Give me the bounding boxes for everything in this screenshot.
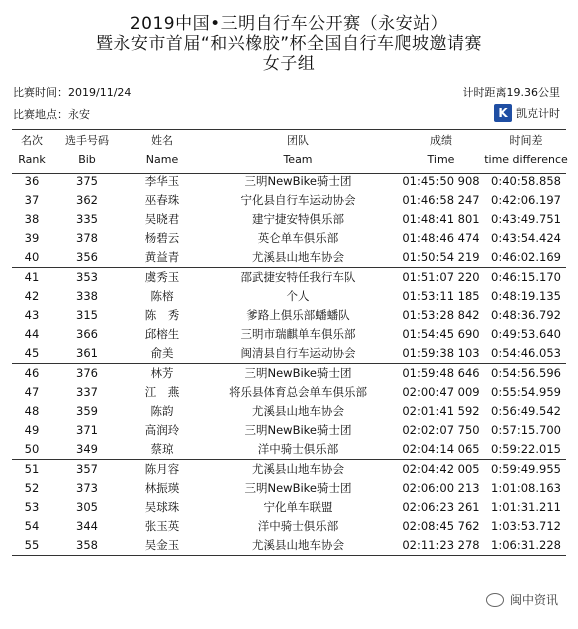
cell-name: 陈韵: [150, 404, 174, 418]
table-row: [12, 402, 566, 421]
cell-rank: 55: [24, 538, 40, 552]
cell-bib: 366: [76, 327, 98, 341]
table-row: [12, 229, 566, 248]
cell-diff: 1:01:31.211: [491, 500, 561, 514]
cell-rank: 37: [24, 193, 40, 207]
table-row: [12, 287, 566, 306]
cell-name: 邱榕生: [144, 327, 180, 341]
cell-team: 宁化单车联盟: [263, 500, 333, 514]
cell-bib: 349: [76, 442, 98, 456]
cell-diff: 0:48:36.792: [491, 308, 561, 322]
cell-time: 01:46:58 247: [402, 193, 480, 207]
table-row: [12, 268, 566, 287]
table-row: [12, 344, 566, 363]
cell-bib: 378: [76, 231, 98, 245]
cell-time: 02:11:23 278: [402, 538, 480, 552]
cell-name: 吴晓君: [144, 212, 180, 226]
result-group: [12, 364, 566, 460]
cell-rank: 41: [24, 270, 40, 284]
cell-team: 洋中骑士俱乐部: [257, 519, 339, 533]
cell-bib: 315: [76, 308, 98, 322]
cell-rank: 47: [24, 385, 40, 399]
header-time-cn: 成绩: [430, 134, 452, 147]
table-row: [12, 460, 566, 479]
cell-bib: 357: [76, 462, 98, 476]
cell-diff: 0:43:54.424: [491, 231, 561, 245]
cell-team: 英仑单车俱乐部: [257, 231, 339, 245]
cell-time: 02:01:41 592: [402, 404, 480, 418]
cell-rank: 51: [24, 462, 40, 476]
cell-diff: 0:55:54.959: [491, 385, 561, 399]
title-line-3: 女子组: [262, 54, 316, 74]
cell-team: 闽清县自行车运动协会: [240, 346, 356, 360]
cell-time: 02:08:45 762: [402, 519, 480, 533]
header-row-cn: [12, 132, 566, 150]
cell-name: 陈 秀: [144, 308, 180, 322]
cell-team: 三明NewBike骑士团: [244, 481, 352, 495]
cell-bib: 335: [76, 212, 98, 226]
cell-rank: 49: [24, 423, 40, 437]
header-name-cn: 姓名: [151, 134, 173, 147]
table-row: [12, 210, 566, 229]
cell-name: 虞秀玉: [144, 270, 180, 284]
cell-team: 建宁捷安特俱乐部: [252, 212, 344, 226]
watermark-text: 闽中资讯: [509, 593, 558, 607]
cell-bib: 371: [76, 423, 98, 437]
cell-team: 尤溪县山地车协会: [252, 538, 344, 552]
cell-time: 02:00:47 009: [402, 385, 480, 399]
result-group: [12, 460, 566, 556]
cell-diff: 0:42:06.197: [491, 193, 561, 207]
table-row: [12, 536, 566, 555]
cell-name: 吴金玉: [144, 538, 180, 552]
cell-diff: 0:57:15.700: [491, 423, 561, 437]
cell-time: 01:54:45 690: [402, 327, 480, 341]
header-name-en: Name: [145, 153, 179, 166]
cell-name: 陈榕: [150, 289, 174, 303]
cell-name: 杨碧云: [144, 231, 180, 245]
table-row: [12, 325, 566, 344]
cell-name: 俞美: [150, 346, 174, 360]
cell-team: 三明NewBike骑士团: [244, 423, 352, 437]
cell-bib: 362: [76, 193, 98, 207]
table-row: [12, 364, 566, 383]
cell-team: 宁化县自行车运动协会: [240, 193, 356, 207]
cell-rank: 40: [24, 250, 40, 264]
cell-time: 01:45:50 908: [402, 174, 480, 188]
cell-name: 林芳: [150, 366, 174, 380]
result-group: [12, 268, 566, 364]
cell-rank: 36: [24, 174, 40, 188]
cell-time: 02:02:07 750: [402, 423, 480, 437]
header-rank-cn: 名次: [21, 134, 43, 147]
cell-bib: 359: [76, 404, 98, 418]
cell-rank: 48: [24, 404, 40, 418]
cell-team: 个人: [286, 289, 310, 303]
cell-time: 01:53:11 185: [402, 289, 480, 303]
cell-rank: 44: [24, 327, 40, 341]
cell-diff: 0:56:49.542: [491, 404, 561, 418]
cell-diff: 0:46:02.169: [491, 250, 561, 264]
title-line-2: 暨永安市首届“和兴橡胶”杯全国自行车爬坡邀请赛: [95, 34, 483, 54]
header-team-cn: 团队: [287, 134, 309, 147]
cell-team: 爹路上俱乐部蟠蟠队: [246, 308, 350, 322]
cell-name: 巫春珠: [144, 193, 180, 207]
cell-time: 01:48:46 474: [402, 231, 480, 245]
cell-rank: 52: [24, 481, 40, 495]
timing-brand-name: 凯克计时: [516, 107, 560, 120]
cell-name: 陈月容: [144, 462, 180, 476]
cell-bib: 375: [76, 174, 98, 188]
header-diff-en: time difference: [484, 153, 568, 166]
table-row: [12, 498, 566, 517]
cell-rank: 38: [24, 212, 40, 226]
cell-time: 02:06:00 213: [402, 481, 480, 495]
cell-time: 01:59:48 646: [402, 366, 480, 380]
cell-time: 02:04:14 065: [402, 442, 480, 456]
table-row: [12, 248, 566, 267]
header-row-en: [12, 151, 566, 169]
cell-bib: 361: [76, 346, 98, 360]
cell-time: 01:50:54 219: [402, 250, 480, 264]
header-team-en: Team: [283, 153, 313, 166]
cell-team: 邵武捷安特任我行车队: [240, 270, 356, 284]
cell-name: 张玉英: [144, 519, 180, 533]
table-row: [12, 479, 566, 498]
cell-diff: 0:43:49.751: [491, 212, 561, 226]
cell-name: 江 燕: [144, 385, 180, 399]
watermark: [486, 591, 558, 608]
title-line-1: 2019中国•三明自行车公开赛（永安站）: [129, 14, 449, 34]
cell-name: 林振瑛: [144, 481, 180, 495]
cell-team: 尤溪县山地车协会: [252, 404, 344, 418]
cell-rank: 42: [24, 289, 40, 303]
cell-rank: 54: [24, 519, 40, 533]
header-time-en: Time: [427, 153, 455, 166]
cell-time: 01:51:07 220: [402, 270, 480, 284]
cell-diff: 1:01:08.163: [491, 481, 561, 495]
timing-brand-logo: [494, 104, 560, 122]
result-group: [12, 172, 566, 268]
table-row: [12, 172, 566, 191]
results-table-body: [12, 172, 566, 556]
cell-team: 三明NewBike骑士团: [244, 174, 352, 188]
header-bib-cn: 选手号码: [65, 134, 109, 147]
cell-bib: 358: [76, 538, 98, 552]
table-row: [12, 191, 566, 210]
cell-team: 三明市瑞麒单车俱乐部: [240, 327, 356, 341]
cell-bib: 338: [76, 289, 98, 303]
cell-diff: 0:48:19.135: [491, 289, 561, 303]
table-row: [12, 383, 566, 402]
cell-diff: 0:59:22.015: [491, 442, 561, 456]
cell-team: 将乐县体育总会单车俱乐部: [229, 385, 367, 399]
cell-time: 02:04:42 005: [402, 462, 480, 476]
header-bib-en: Bib: [78, 153, 96, 166]
table-row: [12, 440, 566, 459]
cell-time: 01:48:41 801: [402, 212, 480, 226]
table-row: [12, 421, 566, 440]
cell-diff: 0:40:58.858: [491, 174, 561, 188]
cell-team: 尤溪县山地车协会: [252, 462, 344, 476]
cell-diff: 0:59:49.955: [491, 462, 561, 476]
wechat-icon: [486, 593, 504, 607]
table-row: [12, 306, 566, 325]
cell-name: 吴球珠: [144, 500, 180, 514]
timing-logo-icon: K: [494, 104, 512, 122]
cell-rank: 43: [24, 308, 40, 322]
cell-bib: 356: [76, 250, 98, 264]
cell-rank: 45: [24, 346, 40, 360]
results-header: [12, 129, 566, 174]
cell-time: 01:53:28 842: [402, 308, 480, 322]
cell-name: 黄益青: [144, 250, 180, 264]
cell-rank: 39: [24, 231, 40, 245]
table-row: [12, 517, 566, 536]
cell-bib: 337: [76, 385, 98, 399]
timing-distance: 计时距离19.36公里: [462, 86, 560, 99]
cell-bib: 373: [76, 481, 98, 495]
cell-name: 李华玉: [144, 174, 180, 188]
header-diff-cn: 时间差: [509, 134, 543, 147]
cell-diff: 0:54:56.596: [491, 366, 561, 380]
race-place: 比赛地点：永安: [13, 108, 90, 121]
cell-bib: 305: [76, 500, 98, 514]
cell-team: 尤溪县山地车协会: [252, 250, 344, 264]
cell-name: 高润玲: [144, 423, 180, 437]
header-rank-en: Rank: [18, 153, 46, 166]
cell-rank: 46: [24, 366, 40, 380]
cell-team: 三明NewBike骑士团: [244, 366, 352, 380]
cell-bib: 344: [76, 519, 98, 533]
cell-name: 蔡琼: [150, 442, 174, 456]
cell-bib: 353: [76, 270, 98, 284]
cell-rank: 50: [24, 442, 40, 456]
cell-diff: 1:06:31.228: [491, 538, 561, 552]
cell-diff: 0:49:53.640: [491, 327, 561, 341]
cell-bib: 376: [76, 366, 98, 380]
cell-diff: 0:54:46.053: [491, 346, 561, 360]
cell-rank: 53: [24, 500, 40, 514]
cell-diff: 0:46:15.170: [491, 270, 561, 284]
cell-diff: 1:03:53.712: [491, 519, 561, 533]
cell-time: 01:59:38 103: [402, 346, 480, 360]
cell-time: 02:06:23 261: [402, 500, 480, 514]
race-date: 比赛时间：2019/11/24: [13, 86, 132, 99]
cell-team: 洋中骑士俱乐部: [257, 442, 339, 456]
